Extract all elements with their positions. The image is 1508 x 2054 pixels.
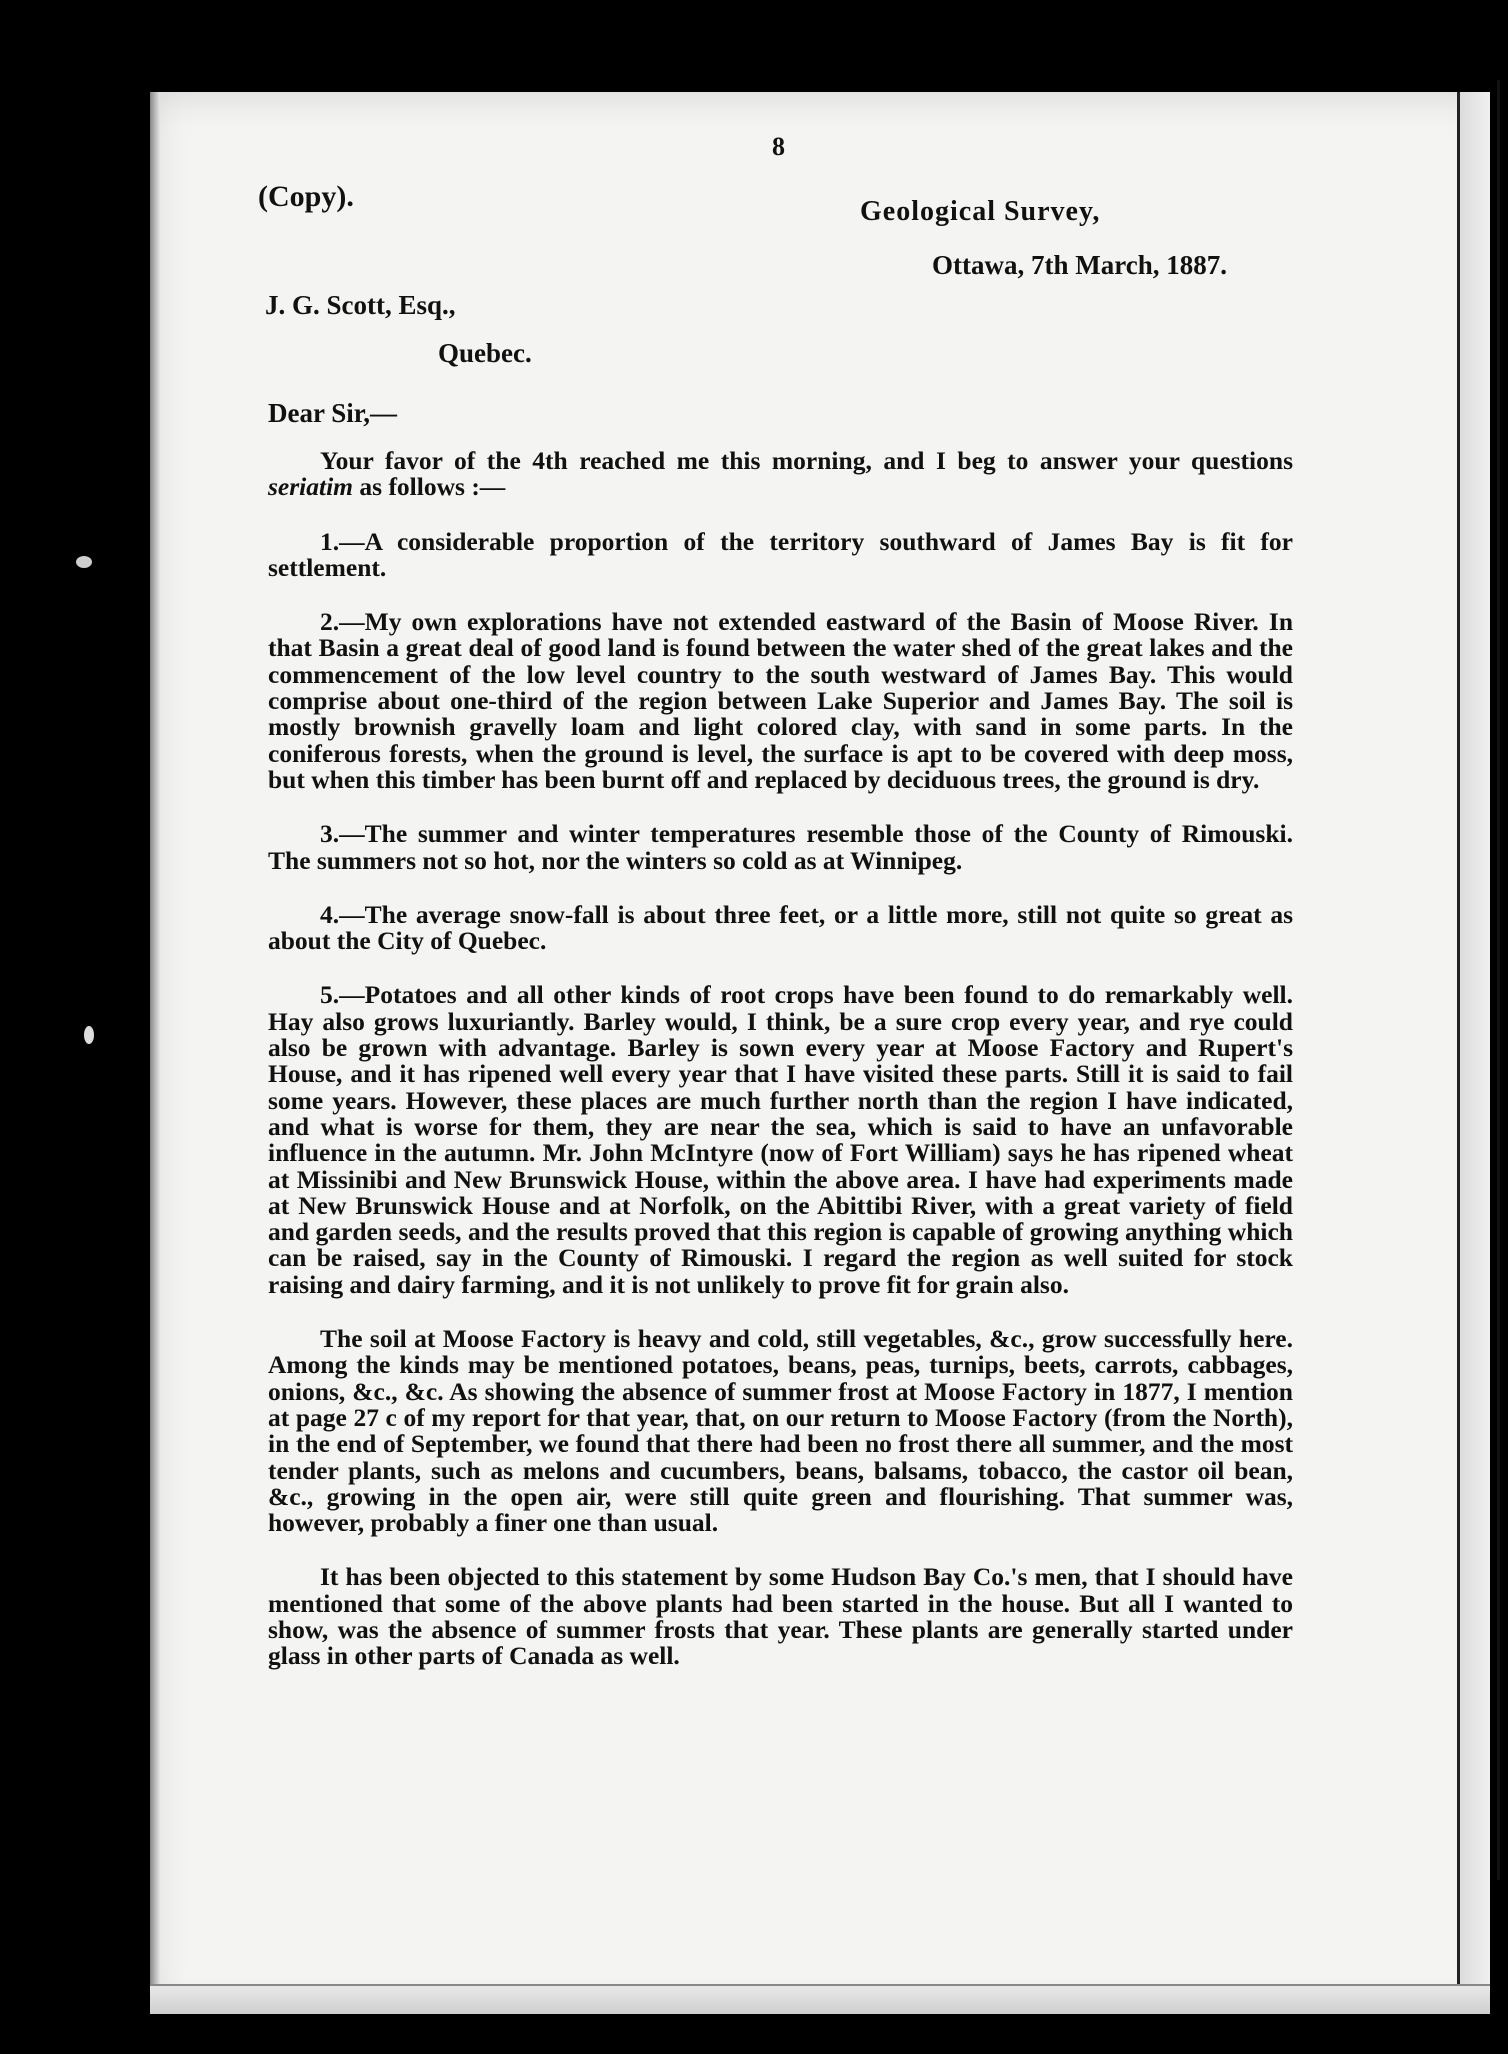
- page-right-edge: [1457, 92, 1490, 2014]
- intro-emphasis: seriatim: [268, 472, 354, 502]
- dateline: Ottawa, 7th March, 1887.: [932, 250, 1227, 280]
- paragraph-4: 4.—The average snow-fall is about three feet, or a little more, still not quite so great as about the City of Quebec.: [268, 899, 1293, 956]
- copy-label: (Copy).: [258, 180, 354, 213]
- recipient-city: Quebec.: [438, 338, 532, 368]
- intro-text-a: Your favor of the 4th reached me this morning, and I beg to answer your questions: [320, 446, 1293, 475]
- recipient-name: J. G. Scott, Esq.,: [265, 290, 456, 320]
- paragraph-1: 1.—A considerable proportion of the territory southward of James Bay is fit for settlement.: [268, 526, 1293, 582]
- scan-speck: [76, 556, 92, 568]
- paragraph-intro: [268, 448, 1293, 501]
- paragraph-7: It has been objected to this statement by some Hudson Bay Co.'s men, that I should have mentioned that some of the above plants had been started in the house. But all I wanted to show, was the absence of summer frosts that year. These plants are generally started under glass in other parts of Canada as well.: [268, 1562, 1293, 1671]
- document-page: [150, 92, 1490, 2014]
- organization-heading: Geological Survey,: [860, 196, 1101, 227]
- paragraph-6: The soil at Moose Factory is heavy and cold, still vegetables, &c., grow successfully here. Among the kinds may be mentioned potatoes, beans, peas, turnips, beets, carrots, cabbages, onions, &c., &c. As showing the absence of summer frost at Moose Factory in 1877, I mention at page 27 c of my report for that year, that, on our return to Moose Factory (from the North), in the end of September, we found that there had been no frost there all summer, and the most tender plants, such as melons and cucumbers, beans, balsams, tobacco, the castor oil bean, &c., growing in the open air, were still quite green and flourishing. That summer was, however, probably a finer one than usual.: [268, 1324, 1293, 1538]
- scan-edge-mark: [1497, 80, 1500, 1880]
- salutation: Dear Sir,—: [268, 398, 398, 428]
- letter-body: [268, 448, 1293, 1698]
- paragraph-5: 5.—Potatoes and all other kinds of root crops have been found to do remarkably well. Hay also grows luxuriantly. Barley would, I think, be a sure crop every year, and rye could also be grown with advantage. Barley is sown every year at Moose Factory and Rupert's House, and it has ripened well every year that I have visited these parts. Still it is said to fail some years. However, these places are much further north than the region I have indicated, and what is worse for them, they are near the sea, which is said to have an unfavorable influence in the autumn. Mr. John McIntyre (now of Fort William) says he has ripened wheat at Missinibi and New Brunswick House, within the above area. I have had experiments made at New Brunswick House and at Norfolk, on the Abittibi River, with a great variety of field and garden seeds, and the results proved that this region is capable of growing anything which can be raised, say in the County of Rimouski. I regard the region as well suited for stock raising and dairy farming, and it is not unlikely to prove fit for grain also.: [268, 980, 1293, 1299]
- paragraph-2: 2.—My own explorations have not extended eastward of the Basin of Moose River. In that Basin a great deal of good land is found between the water shed of the great lakes and the commencement of the low level country to the south westward of James Bay. This would comprise about one-third of the region between Lake Superior and James Bay. The soil is mostly brownish gravelly loam and light colored clay, with sand in some parts. In the coniferous forests, when the ground is level, the surface is apt to be covered with deep moss, but when this timber has been burnt off and replaced by deciduous trees, the ground is dry.: [268, 607, 1293, 794]
- intro-text-b: as follows :—: [353, 472, 506, 502]
- page-binding-shadow: [150, 92, 160, 2014]
- paragraph-3: 3.—The summer and winter temperatures resemble those of the County of Rimouski. The summers not so hot, nor the winters so cold as at Winnipeg.: [268, 819, 1293, 875]
- page-bottom-edge: [150, 1984, 1490, 2014]
- scan-speck: [84, 1026, 94, 1044]
- page-number: 8: [772, 132, 785, 161]
